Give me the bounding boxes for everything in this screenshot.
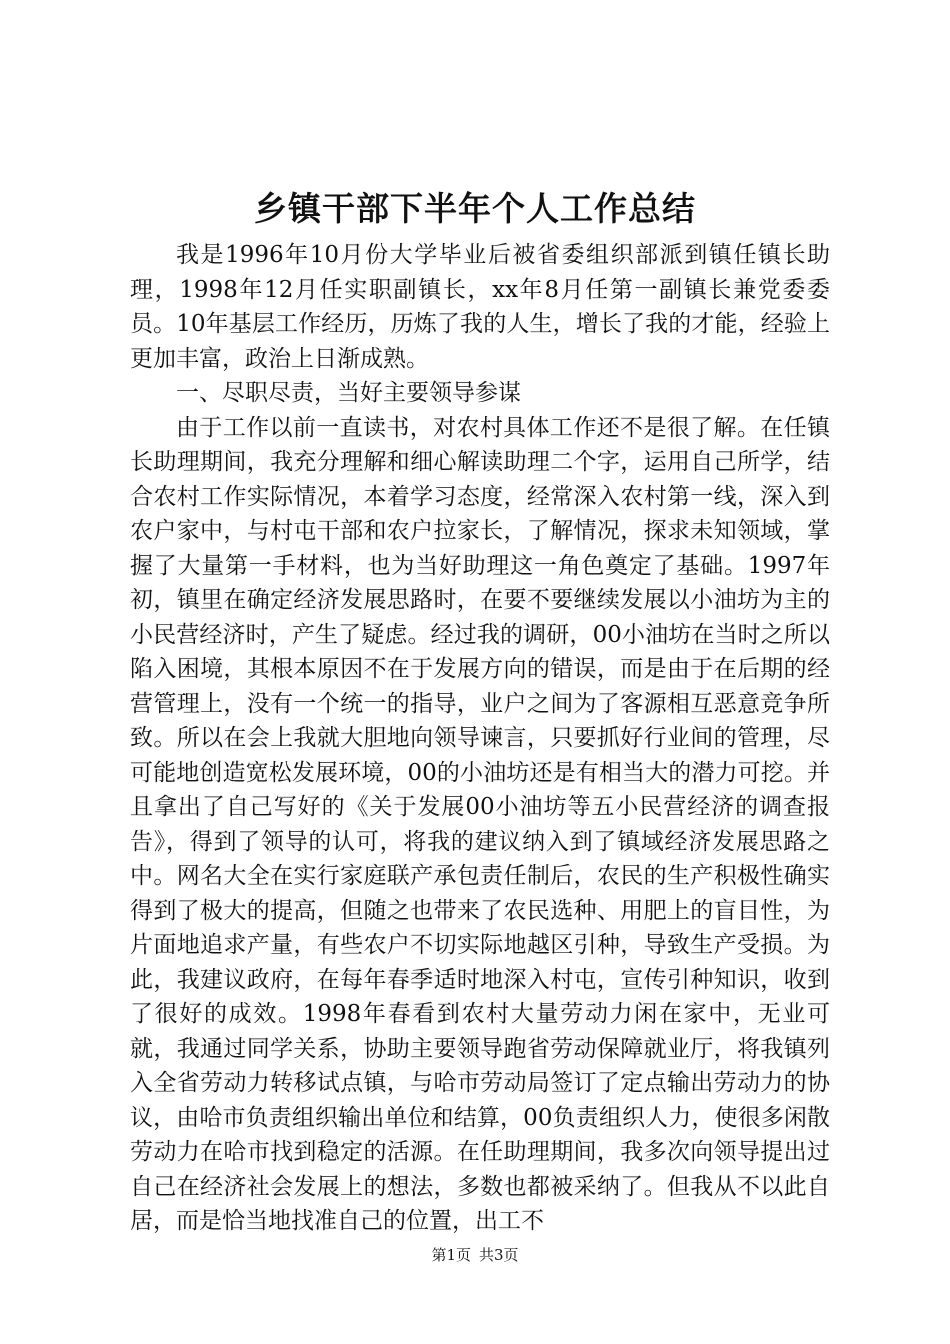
page-footer [0,1245,950,1265]
page-number: 第1页 [431,1246,471,1264]
document-body [130,238,830,1239]
paragraph-section-one: 由于工作以前一直读书，对农村具体工作还不是很了解。在任镇长助理期间，我充分理解和细心解读助理二个字，运用自己所学，结合农村工作实际情况，本着学习态度，经常深入农村第一线，深入到农户家中，与村屯干部和农户拉家长，了解情况，探求未知领域，掌握了大量第一手材料，也为当好助理这一角色奠定了基础。1997年初，镇里在确定经济发展思路时，在要不要继续发展以小油坊为主的小民营经济时，产生了疑虑。经过我的调研，00小油坊在当时之所以陷入困境，其根本原因不在于发展方向的错误，而是由于在后期的经营管理上，没有一个统一的指导，业户之间为了客源相互恶意竞争所致。所以在会上我就大胆地向领导谏言，只要抓好行业间的管理，尽可能地创造宽松发展环境，00的小油坊还是有相当大的潜力可挖。并且拿出了自己写好的《关于发展00小油坊等五小民营经济的调查报告》，得到了领导的认可，将我的建议纳入到了镇域经济发展思路之中。网名大全在实行家庭联产承包责任制后，农民的生产积极性确实得到了极大的提高，但随之也带来了农民选种、用肥上的盲目性，为片面地追求产量，有些农户不切实际地越区引种，导致生产受损。为此，我建议政府，在每年春季适时地深入村屯，宣传引种知识，收到了很好的成效。1998年春看到农村大量劳动力闲在家中，无业可就，我通过同学关系，协助主要领导跑省劳动保障就业厅，将我镇列入全省劳动力转移试点镇，与哈市劳动局签订了定点输出劳动力的协议，由哈市负责组织输出单位和结算，00负责组织人力，使很多闲散劳动力在哈市找到稳定的活源。在任助理期间，我多次向领导提出过自己在经济社会发展上的想法，多数也都被采纳了。但我从不以此自居，而是恰当地找准自己的位置，出工不 [130,414,830,1234]
section-heading: 一、尽职尽责，当好主要领导参谋 [176,380,521,406]
page-total: 共3页 [479,1246,519,1264]
document-title: 乡镇干部下半年个人工作总结 [254,189,696,228]
paragraph-intro: 我是1996年10月份大学毕业后被省委组织部派到镇任镇长助理，1998年12月任实职副镇长，xx年8月任第一副镇长兼党委委员。10年基层工作经历，历炼了我的人生，增长了我的才能，经验上更加丰富，政治上日渐成熟。 [130,242,830,372]
